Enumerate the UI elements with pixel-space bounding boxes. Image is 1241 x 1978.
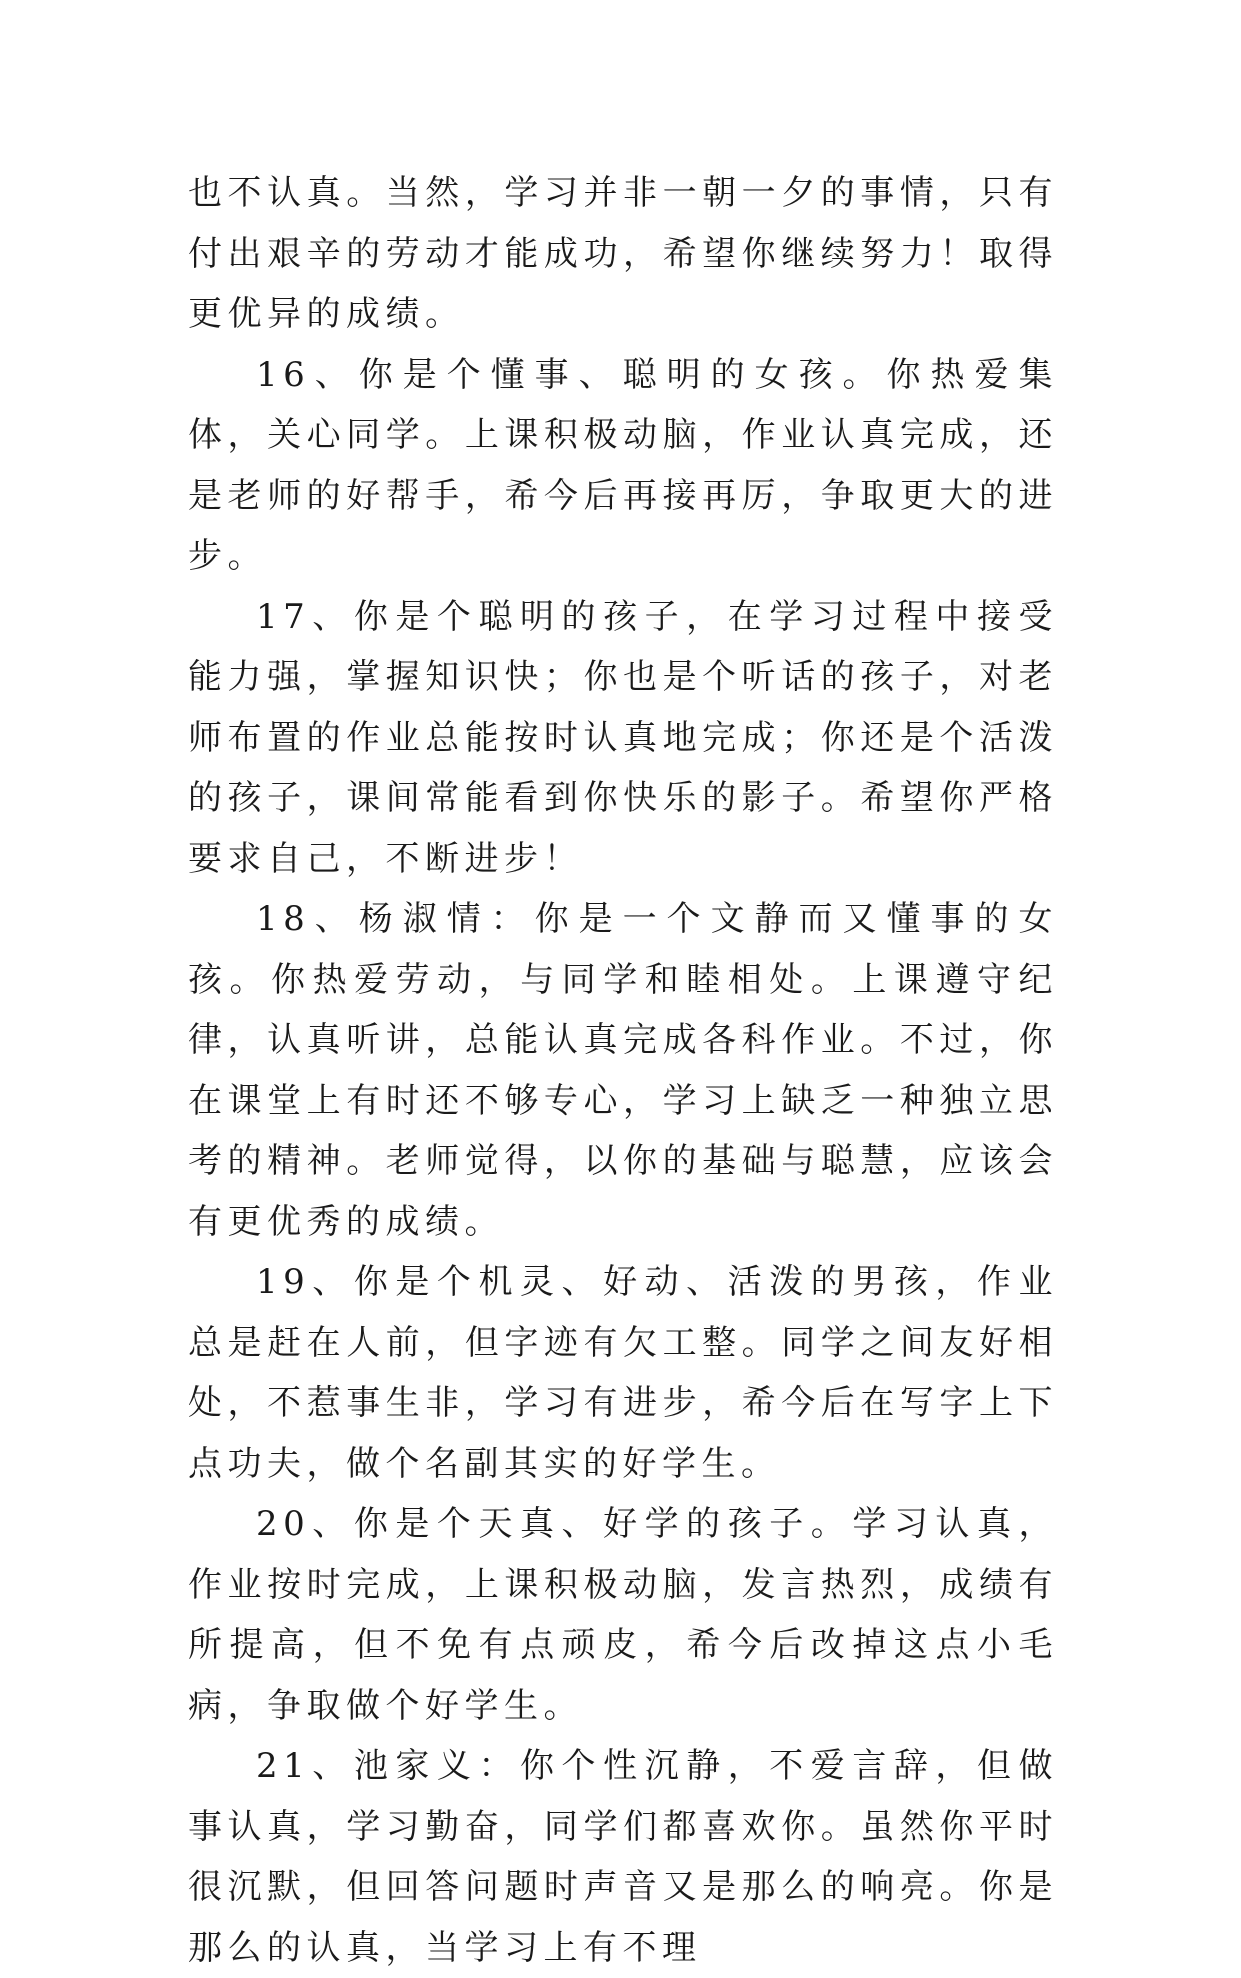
paragraph-comment-17: 17、你是个聪明的孩子，在学习过程中接受能力强，掌握知识快；你也是个听话的孩子，对老师布置的作业总能按时认真地完成；你还是个活泼的孩子，课间常能看到你快乐的影子。希望你严格要求自己，不断进步！ [188, 596, 1058, 879]
paragraph-comment-19: 19、你是个机灵、好动、活泼的男孩，作业总是赶在人前，但字迹有欠工整。同学之间友好相处，不惹事生非，学习有进步，希今后在写字上下点功夫，做个名副其实的好学生。 [188, 1262, 1058, 1484]
paragraph-comment-21: 21、池家义：你个性沉静，不爱言辞，但做事认真，学习勤奋，同学们都喜欢你。虽然你平时很沉默，但回答问题时声音又是那么的响亮。你是那么的认真，当学习上有不理 [188, 1746, 1058, 1968]
paragraph-continuation: 也不认真。当然，学习并非一朝一夕的事情，只有付出艰辛的劳动才能成功，希望你继续努力！取得更优异的成绩。 [188, 173, 1058, 334]
paragraph-comment-16: 16、你是个懂事、聪明的女孩。你热爱集体，关心同学。上课积极动脑，作业认真完成，还是老师的好帮手，希今后再接再厉，争取更大的进步。 [188, 354, 1058, 576]
paragraph-comment-18: 18、杨淑情：你是一个文静而又懂事的女孩。你热爱劳动，与同学和睦相处。上课遵守纪律，认真听讲，总能认真完成各科作业。不过，你在课堂上有时还不够专心，学习上缺乏一种独立思考的精神。老师觉得，以你的基础与聪慧，应该会有更优秀的成绩。 [188, 899, 1058, 1242]
paragraph-comment-20: 20、你是个天真、好学的孩子。学习认真，作业按时完成，上课积极动脑，发言热烈，成绩有所提高，但不免有点顽皮，希今后改掉这点小毛病，争取做个好学生。 [188, 1504, 1058, 1726]
document-body [188, 163, 1058, 1978]
